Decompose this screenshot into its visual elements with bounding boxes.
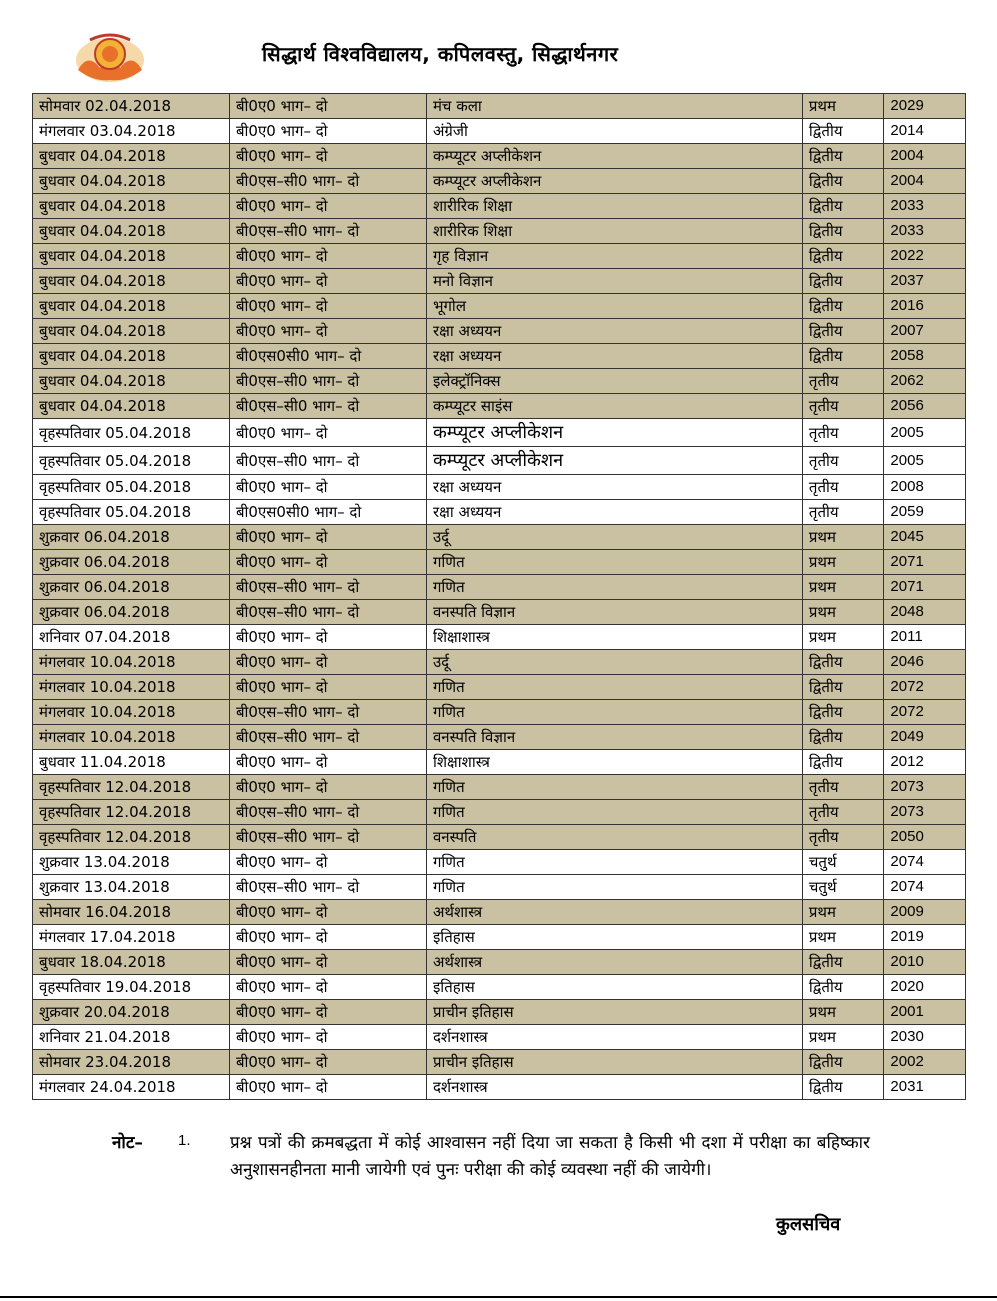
course-cell: बी0ए0 भाग– दो: [229, 1025, 426, 1050]
subject-cell: गणित: [426, 775, 802, 800]
paper-cell: द्वितीय: [802, 725, 884, 750]
code-cell: 2004: [884, 169, 966, 194]
course-cell: बी0ए0 भाग– दो: [229, 419, 426, 447]
subject-cell: गृह विज्ञान: [426, 244, 802, 269]
table-row: [33, 700, 966, 725]
date-cell: मंगलवार 17.04.2018: [33, 925, 230, 950]
note-label: नोट–: [112, 1133, 143, 1153]
code-cell: 2073: [884, 800, 966, 825]
course-cell: बी0एस0सी0 भाग– दो: [229, 344, 426, 369]
table-row: [33, 550, 966, 575]
course-cell: बी0एस–सी0 भाग– दो: [229, 825, 426, 850]
subject-cell: प्राचीन इतिहास: [426, 1000, 802, 1025]
code-cell: 2059: [884, 500, 966, 525]
table-row: [33, 575, 966, 600]
code-cell: 2074: [884, 875, 966, 900]
table-row: [33, 725, 966, 750]
course-cell: बी0एस–सी0 भाग– दो: [229, 219, 426, 244]
table-row: [33, 294, 966, 319]
course-cell: बी0ए0 भाग– दो: [229, 925, 426, 950]
university-name: सिद्धार्थ विश्वविद्यालय, कपिलवस्तु, सिद्धार्थनगर: [262, 42, 619, 66]
course-cell: बी0एस–सी0 भाग– दो: [229, 700, 426, 725]
date-cell: शुक्रवार 13.04.2018: [33, 850, 230, 875]
paper-cell: तृतीय: [802, 475, 884, 500]
course-cell: बी0एस–सी0 भाग– दो: [229, 875, 426, 900]
subject-cell: गणित: [426, 875, 802, 900]
date-cell: बुधवार 11.04.2018: [33, 750, 230, 775]
paper-cell: तृतीय: [802, 419, 884, 447]
course-cell: बी0एस–सी0 भाग– दो: [229, 600, 426, 625]
subject-cell: कम्प्यूटर साइंस: [426, 394, 802, 419]
date-cell: वृहस्पतिवार 05.04.2018: [33, 475, 230, 500]
subject-cell: उर्दू: [426, 525, 802, 550]
subject-cell: गणित: [426, 800, 802, 825]
code-cell: 2022: [884, 244, 966, 269]
code-cell: 2011: [884, 625, 966, 650]
date-cell: सोमवार 02.04.2018: [33, 94, 230, 119]
subject-cell: इलेक्ट्रॉनिक्स: [426, 369, 802, 394]
subject-cell: कम्प्यूटर अप्लीकेशन: [426, 419, 802, 447]
course-cell: बी0एस–सी0 भाग– दो: [229, 575, 426, 600]
paper-cell: तृतीय: [802, 800, 884, 825]
table-row: [33, 650, 966, 675]
paper-cell: तृतीय: [802, 500, 884, 525]
paper-cell: द्वितीय: [802, 244, 884, 269]
table-row: [33, 475, 966, 500]
course-cell: बी0ए0 भाग– दो: [229, 1000, 426, 1025]
date-cell: मंगलवार 03.04.2018: [33, 119, 230, 144]
note-number: 1.: [178, 1132, 191, 1149]
code-cell: 2014: [884, 119, 966, 144]
paper-cell: द्वितीय: [802, 219, 884, 244]
code-cell: 2073: [884, 775, 966, 800]
course-cell: बी0एस–सी0 भाग– दो: [229, 800, 426, 825]
university-emblem-icon: [70, 30, 150, 86]
paper-cell: द्वितीय: [802, 650, 884, 675]
code-cell: 2033: [884, 194, 966, 219]
paper-cell: द्वितीय: [802, 319, 884, 344]
table-row: [33, 1075, 966, 1100]
paper-cell: द्वितीय: [802, 119, 884, 144]
code-cell: 2004: [884, 144, 966, 169]
subject-cell: रक्षा अध्ययन: [426, 344, 802, 369]
course-cell: बी0ए0 भाग– दो: [229, 119, 426, 144]
course-cell: बी0एस–सी0 भाग– दो: [229, 369, 426, 394]
code-cell: 2050: [884, 825, 966, 850]
paper-cell: प्रथम: [802, 550, 884, 575]
code-cell: 2010: [884, 950, 966, 975]
subject-cell: अर्थशास्त्र: [426, 950, 802, 975]
paper-cell: प्रथम: [802, 900, 884, 925]
code-cell: 2008: [884, 475, 966, 500]
course-cell: बी0ए0 भाग– दो: [229, 244, 426, 269]
date-cell: शुक्रवार 13.04.2018: [33, 875, 230, 900]
subject-cell: अर्थशास्त्र: [426, 900, 802, 925]
date-cell: वृहस्पतिवार 05.04.2018: [33, 500, 230, 525]
subject-cell: कम्प्यूटर अप्लीकेशन: [426, 447, 802, 475]
paper-cell: तृतीय: [802, 394, 884, 419]
paper-cell: प्रथम: [802, 625, 884, 650]
subject-cell: शारीरिक शिक्षा: [426, 219, 802, 244]
table-row: [33, 447, 966, 475]
date-cell: मंगलवार 10.04.2018: [33, 650, 230, 675]
table-row: [33, 600, 966, 625]
paper-cell: द्वितीय: [802, 950, 884, 975]
table-row: [33, 825, 966, 850]
subject-cell: गणित: [426, 850, 802, 875]
subject-cell: दर्शनशास्त्र: [426, 1025, 802, 1050]
code-cell: 2056: [884, 394, 966, 419]
code-cell: 2029: [884, 94, 966, 119]
code-cell: 2045: [884, 525, 966, 550]
table-row: [33, 750, 966, 775]
date-cell: मंगलवार 10.04.2018: [33, 700, 230, 725]
table-row: [33, 194, 966, 219]
subject-cell: रक्षा अध्ययन: [426, 319, 802, 344]
table-row: [33, 1050, 966, 1075]
table-row: [33, 1000, 966, 1025]
code-cell: 2071: [884, 575, 966, 600]
paper-cell: द्वितीय: [802, 169, 884, 194]
paper-cell: द्वितीय: [802, 675, 884, 700]
date-cell: मंगलवार 10.04.2018: [33, 675, 230, 700]
code-cell: 2031: [884, 1075, 966, 1100]
date-cell: बुधवार 04.04.2018: [33, 344, 230, 369]
code-cell: 2058: [884, 344, 966, 369]
course-cell: बी0ए0 भाग– दो: [229, 94, 426, 119]
table-row: [33, 525, 966, 550]
date-cell: बुधवार 04.04.2018: [33, 319, 230, 344]
date-cell: सोमवार 16.04.2018: [33, 900, 230, 925]
code-cell: 2071: [884, 550, 966, 575]
date-cell: बुधवार 04.04.2018: [33, 294, 230, 319]
date-cell: शनिवार 21.04.2018: [33, 1025, 230, 1050]
date-cell: वृहस्पतिवार 12.04.2018: [33, 825, 230, 850]
code-cell: 2016: [884, 294, 966, 319]
table-row: [33, 319, 966, 344]
code-cell: 2033: [884, 219, 966, 244]
paper-cell: चतुर्थ: [802, 850, 884, 875]
course-cell: बी0ए0 भाग– दो: [229, 144, 426, 169]
subject-cell: शारीरिक शिक्षा: [426, 194, 802, 219]
paper-cell: द्वितीय: [802, 269, 884, 294]
code-cell: 2005: [884, 419, 966, 447]
paper-cell: प्रथम: [802, 1000, 884, 1025]
table-row: [33, 394, 966, 419]
code-cell: 2037: [884, 269, 966, 294]
course-cell: बी0एस–सी0 भाग– दो: [229, 725, 426, 750]
paper-cell: प्रथम: [802, 94, 884, 119]
subject-cell: प्राचीन इतिहास: [426, 1050, 802, 1075]
date-cell: वृहस्पतिवार 05.04.2018: [33, 419, 230, 447]
table-row: [33, 169, 966, 194]
code-cell: 2049: [884, 725, 966, 750]
code-cell: 2072: [884, 675, 966, 700]
date-cell: शुक्रवार 06.04.2018: [33, 550, 230, 575]
subject-cell: शिक्षाशास्त्र: [426, 750, 802, 775]
course-cell: बी0एस–सी0 भाग– दो: [229, 447, 426, 475]
paper-cell: द्वितीय: [802, 700, 884, 725]
subject-cell: अंग्रेजी: [426, 119, 802, 144]
paper-cell: द्वितीय: [802, 294, 884, 319]
code-cell: 2062: [884, 369, 966, 394]
code-cell: 2019: [884, 925, 966, 950]
date-cell: बुधवार 04.04.2018: [33, 194, 230, 219]
subject-cell: गणित: [426, 575, 802, 600]
paper-cell: द्वितीय: [802, 1075, 884, 1100]
table-row: [33, 850, 966, 875]
paper-cell: प्रथम: [802, 575, 884, 600]
course-cell: बी0ए0 भाग– दो: [229, 194, 426, 219]
course-cell: बी0ए0 भाग– दो: [229, 750, 426, 775]
table-row: [33, 625, 966, 650]
course-cell: बी0एस0सी0 भाग– दो: [229, 500, 426, 525]
note-text: प्रश्न पत्रों की क्रमबद्धता में कोई आश्वासन नहीं दिया जा सकता है किसी भी दशा में परीक्षा का बहिष्कार अनुशासनहीनता मानी जायेगी एवं पुनः परीक्षा की कोई व्यवस्था नहीं की जायेगी।: [230, 1133, 870, 1180]
paper-cell: द्वितीय: [802, 975, 884, 1000]
paper-cell: तृतीय: [802, 447, 884, 475]
date-cell: बुधवार 04.04.2018: [33, 269, 230, 294]
table-row: [33, 775, 966, 800]
course-cell: बी0ए0 भाग– दो: [229, 625, 426, 650]
date-cell: वृहस्पतिवार 12.04.2018: [33, 800, 230, 825]
table-row: [33, 344, 966, 369]
course-cell: बी0ए0 भाग– दो: [229, 650, 426, 675]
paper-cell: द्वितीय: [802, 1050, 884, 1075]
subject-cell: भूगोल: [426, 294, 802, 319]
table-row: [33, 419, 966, 447]
paper-cell: द्वितीय: [802, 194, 884, 219]
course-cell: बी0ए0 भाग– दो: [229, 319, 426, 344]
code-cell: 2009: [884, 900, 966, 925]
code-cell: 2074: [884, 850, 966, 875]
code-cell: 2002: [884, 1050, 966, 1075]
date-cell: बुधवार 04.04.2018: [33, 244, 230, 269]
code-cell: 2030: [884, 1025, 966, 1050]
paper-cell: तृतीय: [802, 775, 884, 800]
code-cell: 2048: [884, 600, 966, 625]
table-row: [33, 975, 966, 1000]
table-row: [33, 1025, 966, 1050]
course-cell: बी0एस–सी0 भाग– दो: [229, 169, 426, 194]
table-row: [33, 500, 966, 525]
course-cell: बी0ए0 भाग– दो: [229, 975, 426, 1000]
paper-cell: प्रथम: [802, 925, 884, 950]
date-cell: शुक्रवार 06.04.2018: [33, 525, 230, 550]
date-cell: बुधवार 04.04.2018: [33, 219, 230, 244]
course-cell: बी0ए0 भाग– दो: [229, 1075, 426, 1100]
course-cell: बी0ए0 भाग– दो: [229, 269, 426, 294]
subject-cell: कम्प्यूटर अप्लीकेशन: [426, 144, 802, 169]
course-cell: बी0ए0 भाग– दो: [229, 1050, 426, 1075]
subject-cell: कम्प्यूटर अप्लीकेशन: [426, 169, 802, 194]
paper-cell: चतुर्थ: [802, 875, 884, 900]
code-cell: 2005: [884, 447, 966, 475]
subject-cell: वनस्पति विज्ञान: [426, 725, 802, 750]
date-cell: वृहस्पतिवार 12.04.2018: [33, 775, 230, 800]
subject-cell: दर्शनशास्त्र: [426, 1075, 802, 1100]
subject-cell: उर्दू: [426, 650, 802, 675]
code-cell: 2001: [884, 1000, 966, 1025]
table-row: [33, 875, 966, 900]
date-cell: वृहस्पतिवार 19.04.2018: [33, 975, 230, 1000]
course-cell: बी0ए0 भाग– दो: [229, 850, 426, 875]
subject-cell: रक्षा अध्ययन: [426, 475, 802, 500]
table-row: [33, 119, 966, 144]
course-cell: बी0ए0 भाग– दो: [229, 775, 426, 800]
table-row: [33, 369, 966, 394]
table-row: [33, 800, 966, 825]
table-row: [33, 900, 966, 925]
table-row: [33, 269, 966, 294]
date-cell: वृहस्पतिवार 05.04.2018: [33, 447, 230, 475]
date-cell: मंगलवार 10.04.2018: [33, 725, 230, 750]
subject-cell: इतिहास: [426, 925, 802, 950]
code-cell: 2072: [884, 700, 966, 725]
paper-cell: द्वितीय: [802, 144, 884, 169]
subject-cell: गणित: [426, 675, 802, 700]
course-cell: बी0ए0 भाग– दो: [229, 950, 426, 975]
subject-cell: इतिहास: [426, 975, 802, 1000]
course-cell: बी0ए0 भाग– दो: [229, 900, 426, 925]
paper-cell: द्वितीय: [802, 750, 884, 775]
course-cell: बी0ए0 भाग– दो: [229, 550, 426, 575]
table-row: [33, 950, 966, 975]
code-cell: 2007: [884, 319, 966, 344]
paper-cell: द्वितीय: [802, 344, 884, 369]
paper-cell: तृतीय: [802, 825, 884, 850]
subject-cell: गणित: [426, 550, 802, 575]
course-cell: बी0ए0 भाग– दो: [229, 675, 426, 700]
table-row: [33, 244, 966, 269]
course-cell: बी0एस–सी0 भाग– दो: [229, 394, 426, 419]
table-row: [33, 144, 966, 169]
course-cell: बी0ए0 भाग– दो: [229, 294, 426, 319]
paper-cell: प्रथम: [802, 600, 884, 625]
table-row: [33, 675, 966, 700]
paper-cell: प्रथम: [802, 1025, 884, 1050]
page-header: [0, 28, 997, 90]
subject-cell: शिक्षाशास्त्र: [426, 625, 802, 650]
course-cell: बी0ए0 भाग– दो: [229, 475, 426, 500]
date-cell: मंगलवार 24.04.2018: [33, 1075, 230, 1100]
subject-cell: मंच कला: [426, 94, 802, 119]
date-cell: बुधवार 04.04.2018: [33, 369, 230, 394]
code-cell: 2046: [884, 650, 966, 675]
subject-cell: मनो विज्ञान: [426, 269, 802, 294]
date-cell: शुक्रवार 20.04.2018: [33, 1000, 230, 1025]
date-cell: बुधवार 18.04.2018: [33, 950, 230, 975]
course-cell: बी0ए0 भाग– दो: [229, 525, 426, 550]
footer-divider: [0, 1296, 997, 1298]
table-row: [33, 219, 966, 244]
date-cell: बुधवार 04.04.2018: [33, 144, 230, 169]
code-cell: 2012: [884, 750, 966, 775]
paper-cell: प्रथम: [802, 525, 884, 550]
date-cell: शुक्रवार 06.04.2018: [33, 575, 230, 600]
date-cell: बुधवार 04.04.2018: [33, 394, 230, 419]
subject-cell: वनस्पति: [426, 825, 802, 850]
table-row: [33, 94, 966, 119]
date-cell: शनिवार 07.04.2018: [33, 625, 230, 650]
subject-cell: वनस्पति विज्ञान: [426, 600, 802, 625]
subject-cell: गणित: [426, 700, 802, 725]
registrar-signature: कुलसचिव: [776, 1214, 841, 1235]
date-cell: बुधवार 04.04.2018: [33, 169, 230, 194]
date-cell: सोमवार 23.04.2018: [33, 1050, 230, 1075]
exam-schedule-table: [32, 93, 966, 1100]
table-row: [33, 925, 966, 950]
code-cell: 2020: [884, 975, 966, 1000]
subject-cell: रक्षा अध्ययन: [426, 500, 802, 525]
date-cell: शुक्रवार 06.04.2018: [33, 600, 230, 625]
paper-cell: तृतीय: [802, 369, 884, 394]
